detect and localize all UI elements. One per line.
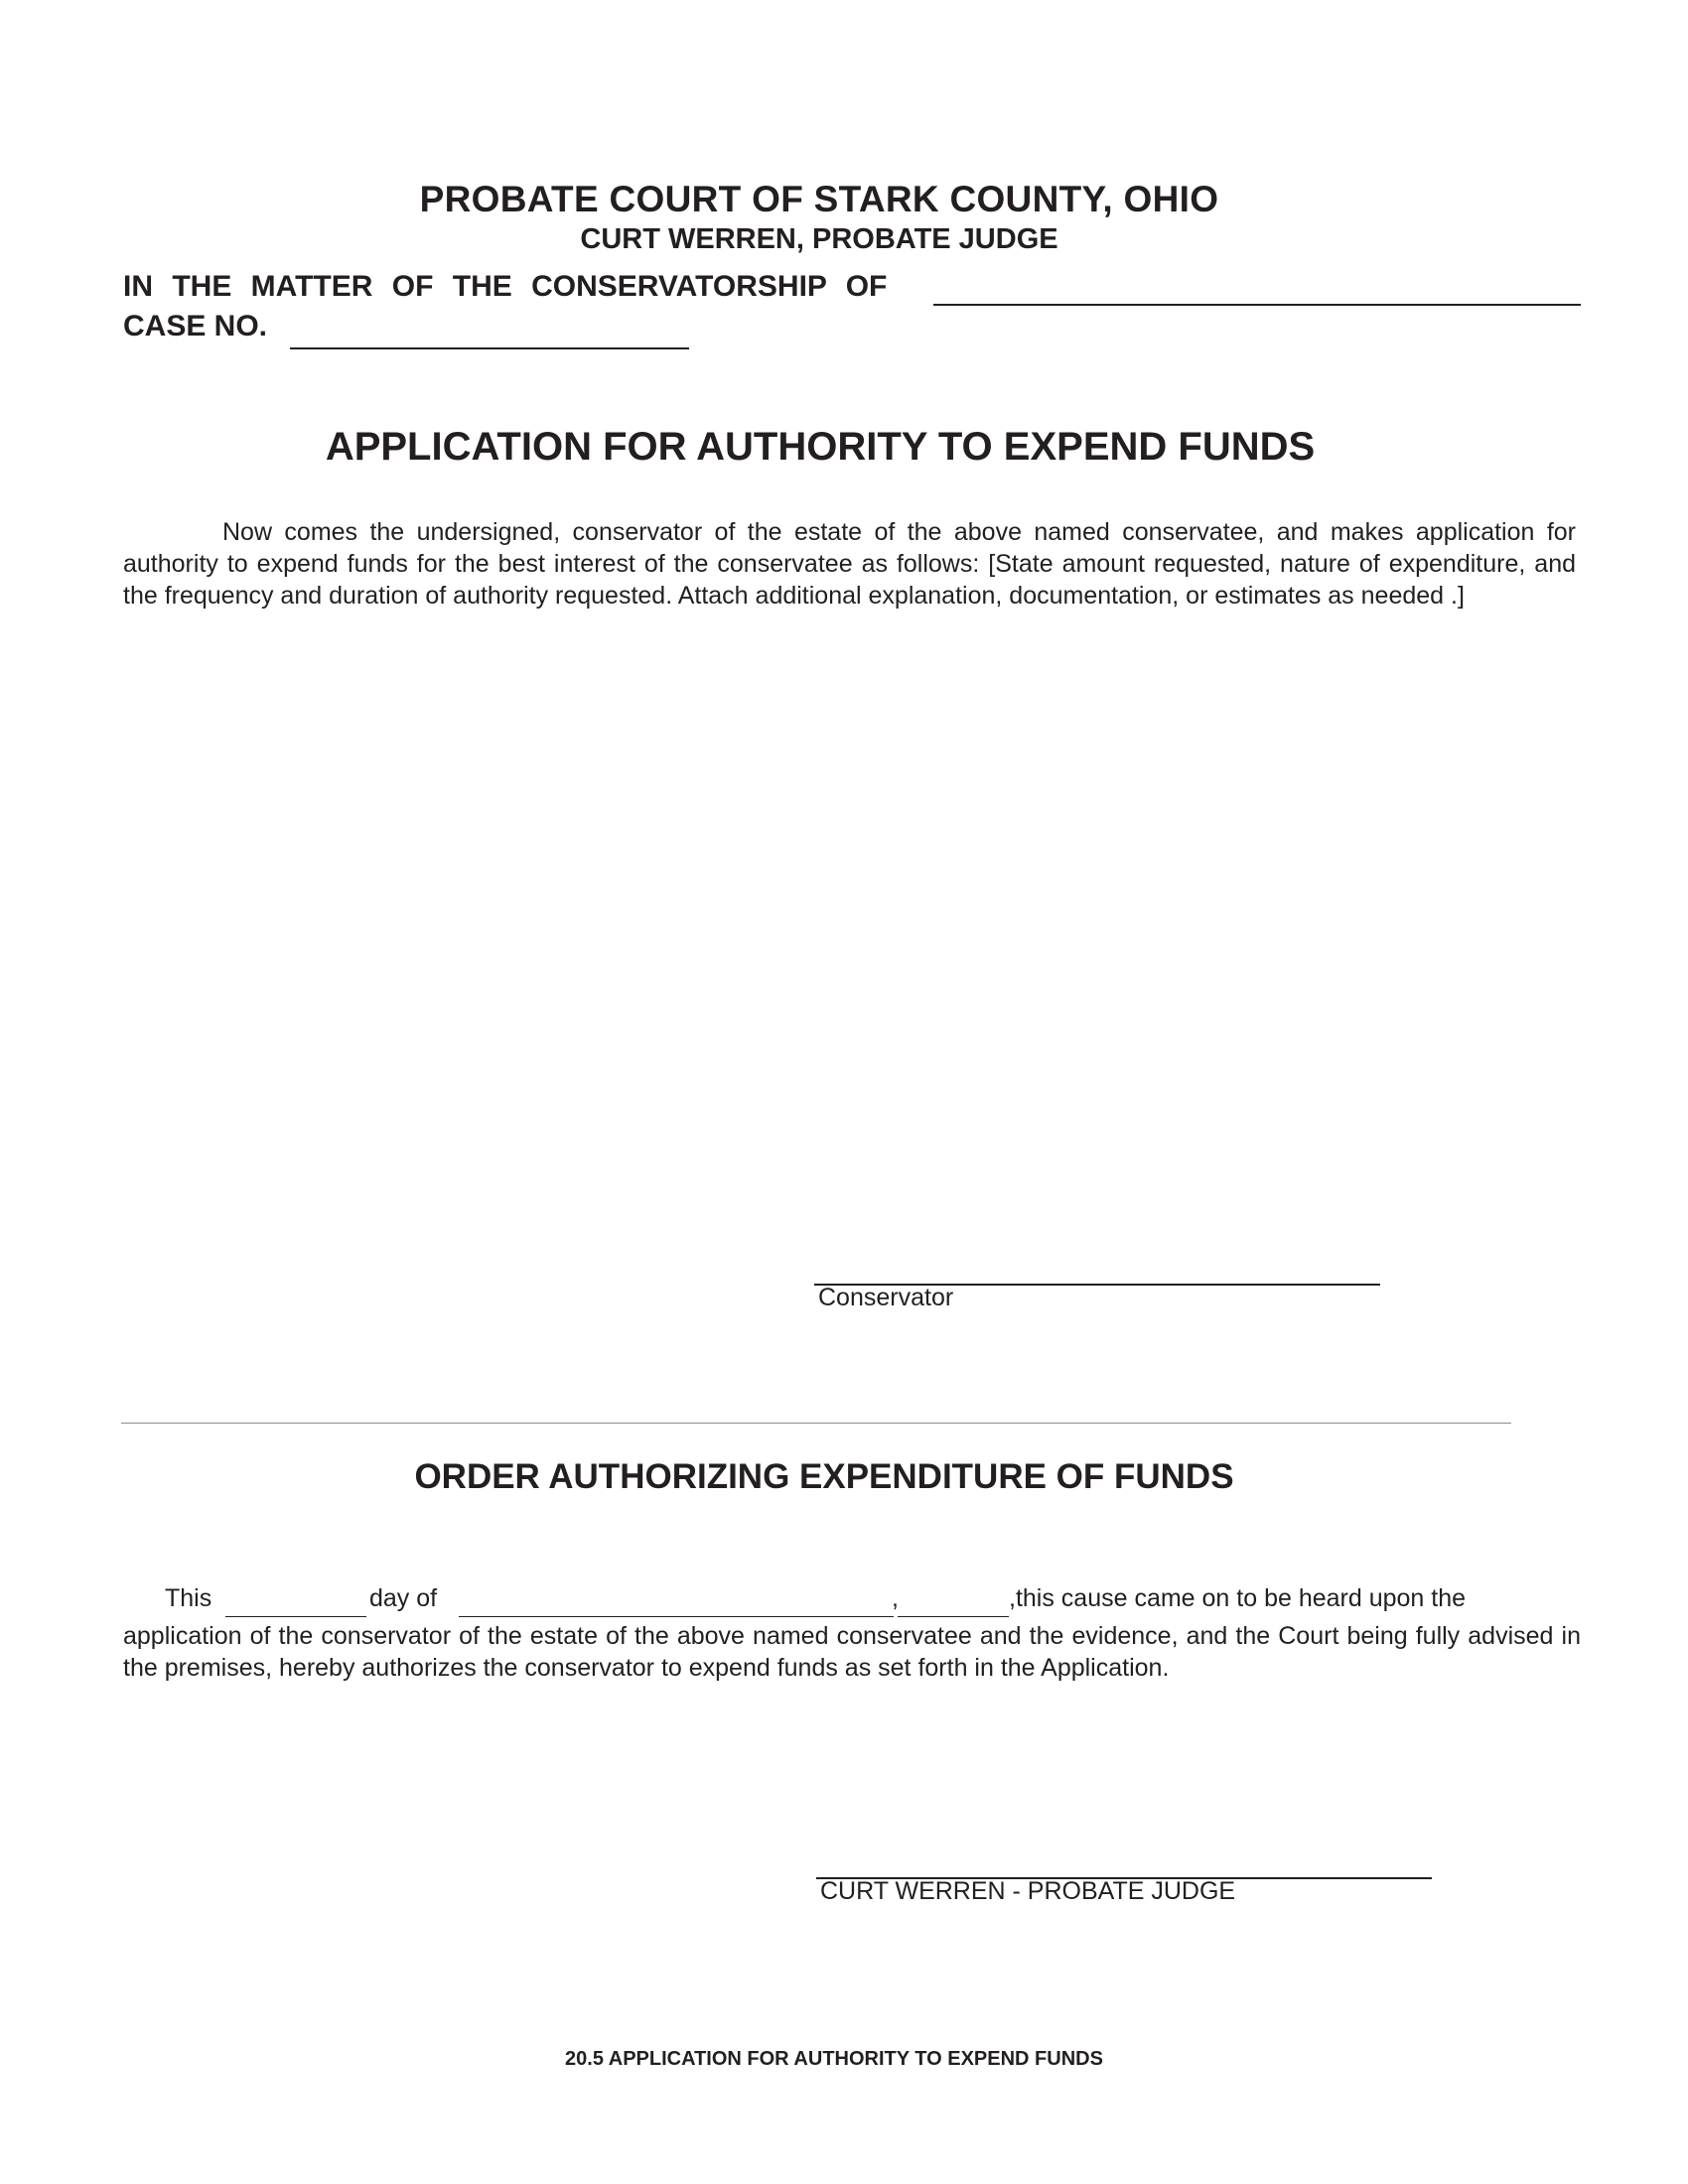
month-field[interactable] (459, 1616, 894, 1617)
matter-label: IN THE MATTER OF THE CONSERVATORSHIP OF (123, 270, 888, 303)
date-comma: , (892, 1584, 899, 1612)
order-title: ORDER AUTHORIZING EXPENDITURE OF FUNDS (414, 1457, 1234, 1496)
conservator-signature-label: Conservator (818, 1284, 954, 1311)
case-number-field[interactable] (290, 347, 689, 349)
judge-signature-label: CURT WERREN - PROBATE JUDGE (820, 1877, 1236, 1905)
section-divider (121, 1423, 1511, 1424)
year-field[interactable] (898, 1616, 1009, 1617)
day-of-word: day of (369, 1584, 438, 1612)
day-field[interactable] (225, 1616, 366, 1617)
conservatee-name-field[interactable] (933, 304, 1581, 306)
order-date-line (123, 1584, 1583, 1620)
form-footer: 20.5 APPLICATION FOR AUTHORITY TO EXPEND FUNDS (565, 2048, 1103, 2070)
this-word: This (165, 1584, 212, 1612)
cause-text: ,this cause came on to be heard upon the (1009, 1584, 1467, 1612)
court-judge: CURT WERREN, PROBATE JUDGE (580, 223, 1058, 255)
application-paragraph: Now comes the undersigned, conservator of the estate of the above named conservatee, and makes application for authority to expend funds for the best interest of the conservatee as follows: [State amount requested, nature of expenditure, and the frequency and duration of authority requested. Attach additional explanation, documentation, or estimates as needed .] (123, 518, 1576, 610)
application-title: APPLICATION FOR AUTHORITY TO EXPEND FUNDS (325, 425, 1316, 469)
case-number-label: CASE NO. (123, 310, 268, 342)
order-paragraph: application of the conservator of the estate of the above named conservatee and the evidence, and the Court being fully advised in the premises, hereby authorizes the conservator to expend funds as set forth in the Application. (123, 1622, 1581, 1682)
court-name: PROBATE COURT OF STARK COUNTY, OHIO (419, 179, 1219, 219)
